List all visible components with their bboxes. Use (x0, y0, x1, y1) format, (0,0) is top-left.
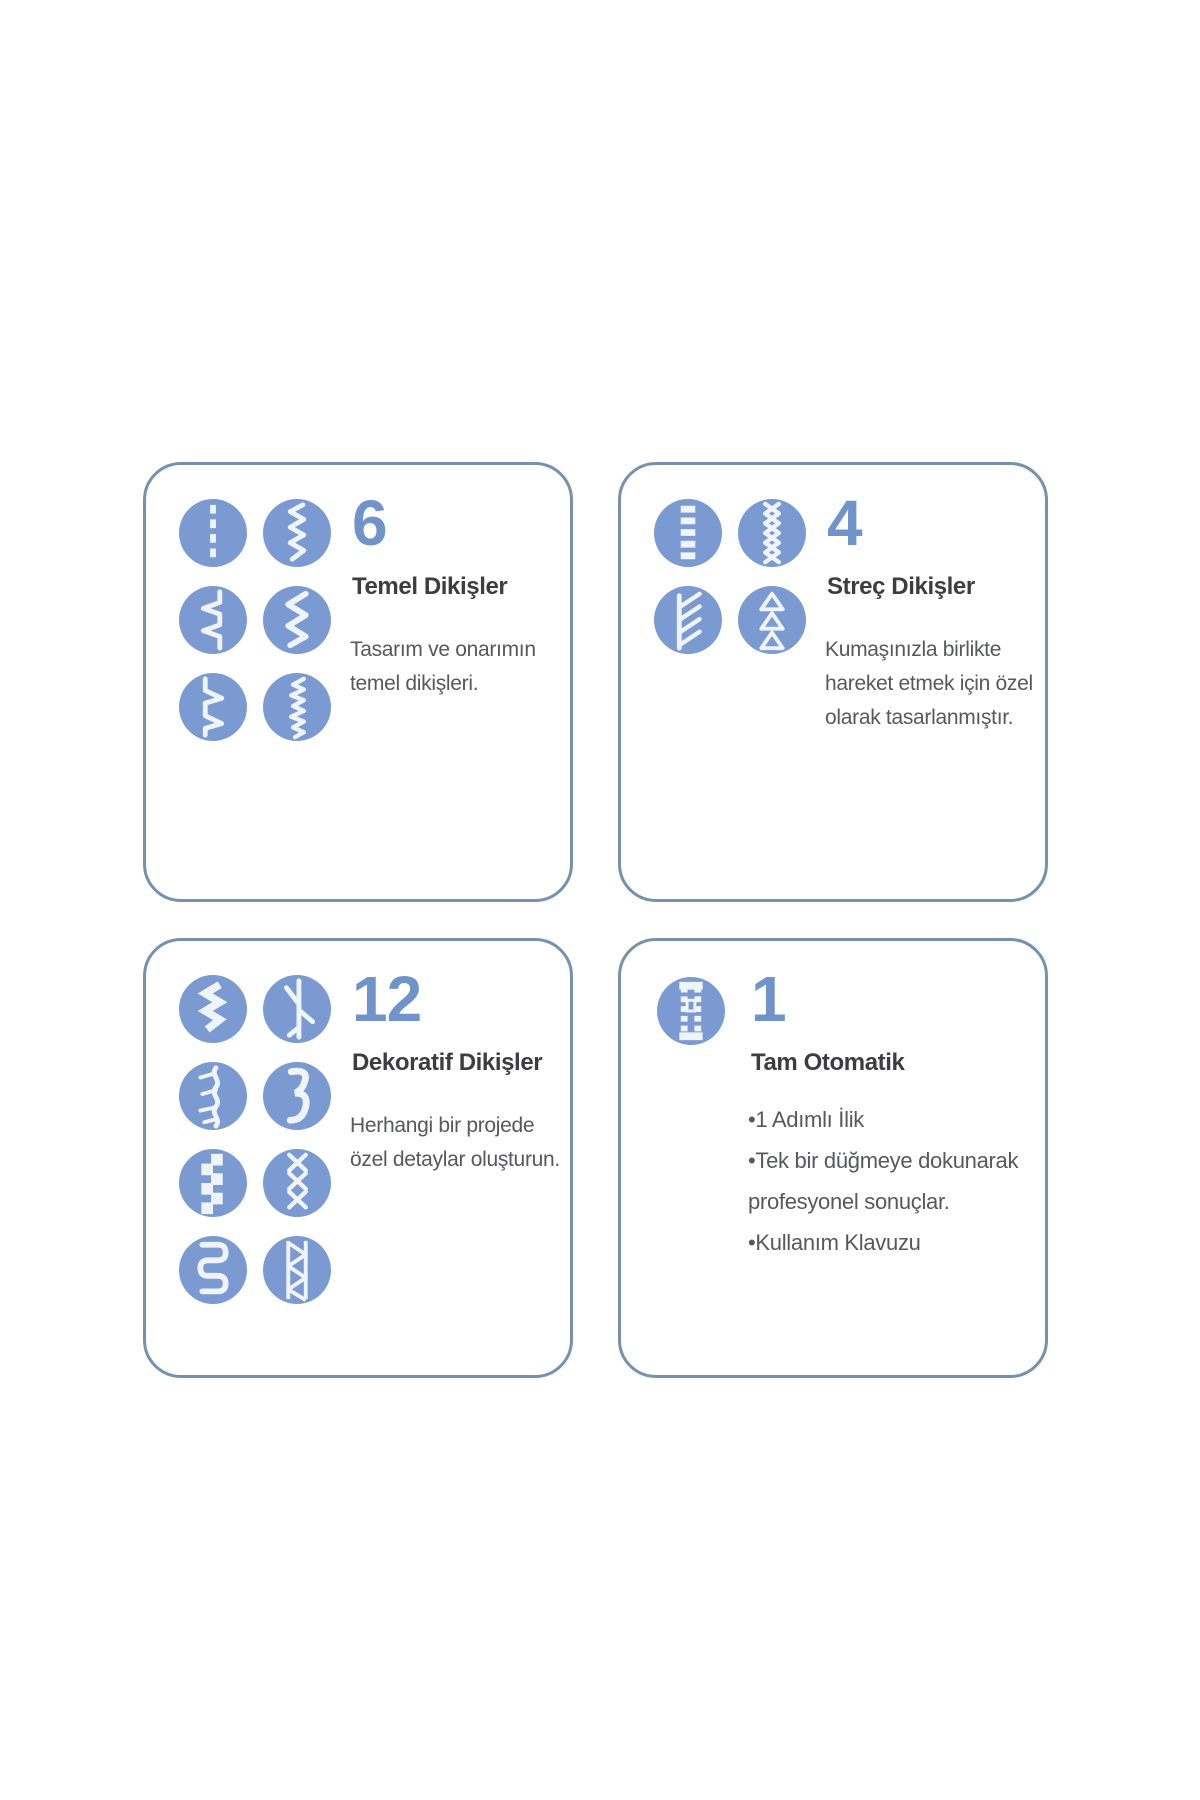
feather-stitch-icon (179, 1062, 247, 1130)
card-basic-stitches (143, 462, 573, 902)
cross-stitch-circle (263, 1149, 331, 1217)
ric-rac-stitch-circle (738, 586, 806, 654)
triple-straight-stitch-circle (654, 499, 722, 567)
automatic-card-bullets (748, 1099, 1018, 1263)
text-line: Herhangi bir projede (350, 1114, 535, 1137)
text-line: temel dikişleri. (350, 672, 479, 695)
stretch-card-title: Streç Dikişler (827, 573, 975, 600)
card-stretch-stitches (618, 462, 1048, 902)
decorative-card-title: Dekoratif Dikişler (352, 1049, 543, 1076)
feather-stitch-circle (179, 1062, 247, 1130)
card-decorative-stitches (143, 938, 573, 1378)
cross-stitch-icon (263, 1149, 331, 1217)
basic-card-title: Temel Dikişler (352, 573, 508, 600)
decorative-stitch-icon-grid (179, 975, 331, 1304)
wide-zigzag-icon (263, 586, 331, 654)
blind-hem-right-icon (179, 586, 247, 654)
basic-stitch-icon-grid (179, 499, 331, 741)
narrow-zigzag-circle (263, 499, 331, 567)
multi-step-zigzag-icon (263, 673, 331, 741)
arrow-branch-icon (263, 975, 331, 1043)
stretch-stitch-count: 4 (827, 487, 862, 559)
card-automatic-buttonhole (618, 938, 1048, 1378)
checker-step-icon (179, 1149, 247, 1217)
stretch-card-description (825, 633, 1033, 735)
triangle-ladder-circle (263, 1236, 331, 1304)
triple-straight-stitch-icon (654, 499, 722, 567)
multi-step-zigzag-circle (263, 673, 331, 741)
automatic-icon-grid (657, 977, 725, 1045)
text-line: profesyonel sonuçlar. (748, 1189, 950, 1214)
text-line: özel detaylar oluşturun. (350, 1148, 560, 1171)
serpentine-stitch-circle (179, 1236, 247, 1304)
decorative-card-description (350, 1109, 560, 1177)
triangle-ladder-icon (263, 1236, 331, 1304)
scallop-stitch-icon (263, 1062, 331, 1130)
blind-hem-left-circle (179, 673, 247, 741)
scallop-stitch-circle (263, 1062, 331, 1130)
narrow-zigzag-icon (263, 499, 331, 567)
blind-hem-left-icon (179, 673, 247, 741)
basic-stitch-count: 6 (352, 487, 387, 559)
satin-zigzag-icon (179, 975, 247, 1043)
text-line: •Kullanım Klavuzu (748, 1230, 921, 1255)
text-line: olarak tasarlanmıştır. (825, 706, 1014, 729)
buttonhole-icon (657, 977, 725, 1045)
stretch-stitch-icon-grid (654, 499, 806, 654)
honeycomb-stitch-circle (738, 499, 806, 567)
overlock-stitch-circle (654, 586, 722, 654)
text-line: hareket etmek için özel (825, 672, 1033, 695)
arrow-branch-circle (263, 975, 331, 1043)
straight-stitch-circle (179, 499, 247, 567)
straight-stitch-icon (179, 499, 247, 567)
basic-card-description (350, 633, 536, 701)
honeycomb-stitch-icon (738, 499, 806, 567)
automatic-count: 1 (751, 963, 786, 1035)
buttonhole-circle (657, 977, 725, 1045)
blind-hem-right-circle (179, 586, 247, 654)
checker-step-circle (179, 1149, 247, 1217)
serpentine-stitch-icon (179, 1236, 247, 1304)
text-line: •Tek bir düğmeye dokunarak (748, 1148, 1019, 1173)
ric-rac-stitch-icon (738, 586, 806, 654)
text-line: Kumaşınızla birlikte (825, 638, 1002, 661)
text-line: •1 Adımlı İlik (748, 1107, 864, 1132)
text-line: Tasarım ve onarımın (350, 638, 536, 661)
wide-zigzag-circle (263, 586, 331, 654)
satin-zigzag-circle (179, 975, 247, 1043)
automatic-card-title: Tam Otomatik (751, 1049, 905, 1076)
overlock-stitch-icon (654, 586, 722, 654)
decorative-stitch-count: 12 (352, 963, 422, 1035)
